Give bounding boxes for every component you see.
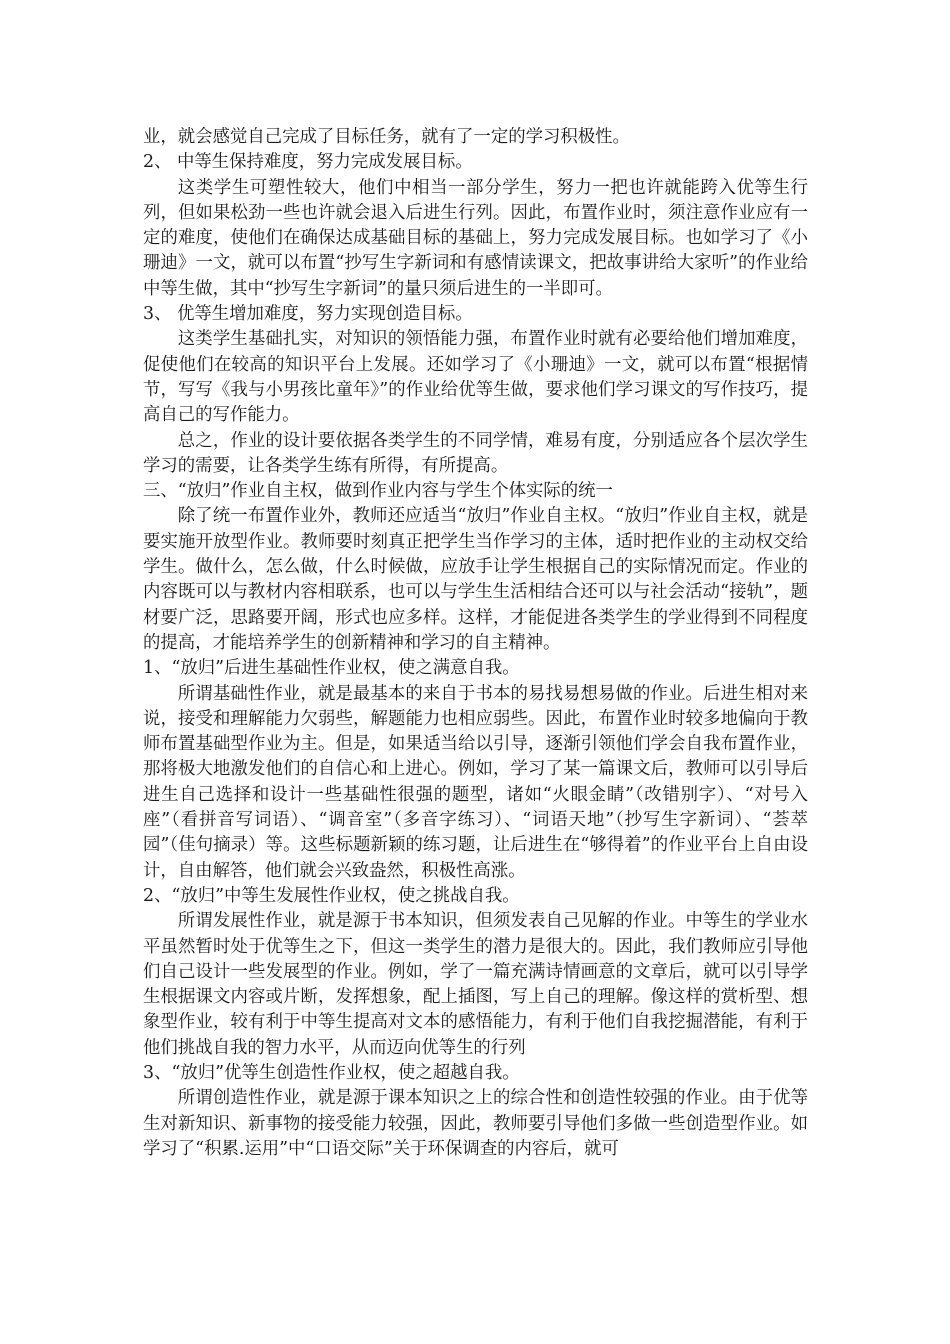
body-paragraph: 这类学生可塑性较大，他们中相当一部分学生，努力一把也许就能跨入优等生行列，但如果松劲一些也许就会退入后进生行列。因此，布置作业时，须注意作业应有一定的难度，使他们在确保达成基础目标的基础上，努力完成发展目标。也如学习了《小珊迪》一文，就可以布置“抄写生字新词和有感情读课文，把故事讲给大家听”的作业给中等生做，其中“抄写生字新词”的量只须后进生的一半即可。 <box>143 177 808 299</box>
paragraph-continuation: 业，就会感觉自己完成了目标任务，就有了一定的学习积极性。 <box>143 127 630 147</box>
list-item-heading: 3、 优等生增加难度，努力实现创造目标。 <box>143 304 473 325</box>
list-item-heading: 2、“放归”中等生发展性作业权，使之挑战自我。 <box>143 885 520 906</box>
list-item-heading: 3、“放归”优等生创造性作业权，使之超越自我。 <box>143 1062 520 1083</box>
document-body <box>143 125 808 1162</box>
body-paragraph: 除了统一布置作业外，教师还应适当“放归”作业自主权。“放归”作业自主权，就是要实施开放型作业。教师要时刻真正把学生当作学习的主体，适时把作业的主动权交给学生。做什么，怎么做，什么时候做，应放手让学生根据自己的实际情况而定。作业的内容既可以与教材内容相联系，也可以与学生生活相结合还可以与社会活动“接轨”，题材要广泛，思路要开阔，形式也应多样。这样，才能促进各类学生的学业得到不同程度的提高，才能培养学生的创新精神和学习的自主精神。 <box>143 506 808 653</box>
body-paragraph: 这类学生基础扎实，对知识的领悟能力强，布置作业时就有必要给他们增加难度，促使他们在较高的知识平台上发展。还如学习了《小珊迪》一文，就可以布置“根据情节，写写《我与小男孩比童年》”的作业给优等生做，要求他们学习课文的写作技巧，提高自己的写作能力。 <box>143 329 808 426</box>
body-paragraph: 所谓创造性作业，就是源于课本知识之上的综合性和创造性较强的作业。由于优等生对新知识、新事物的接受能力较强，因此，教师要引导他们多做一些创造型作业。如学习了“积累.运用”中“口语交际”关于环保调查的内容后，就可 <box>143 1088 808 1159</box>
body-paragraph: 总之，作业的设计要依据各类学生的不同学情，难易有度，分别适应各个层次学生学习的需要，让各类学生练有所得，有所提高。 <box>143 430 808 476</box>
list-item-heading: 1、“放归”后进生基础性作业权，使之满意自我。 <box>143 658 520 679</box>
body-paragraph: 所谓基础性作业，就是最基本的来自于书本的易找易想易做的作业。后进生相对来说，接受和理解能力欠弱些，解题能力也相应弱些。因此，布置作业时较多地偏向于教师布置基础型作业为主。但是，如果适当给以引导，逐渐引领他们学会自我布置作业，那将极大地激发他们的自信心和上进心。例如，学习了某一篇课文后，教师可以引导后进生自己选择和设计一些基础性很强的题型，诸如“火眼金睛”（改错别字）、“对号入座”（看拼音写词语）、“调音室”（多音字练习）、“词语天地”（抄写生字新词）、“荟萃园”（佳句摘录）等。这些标题新颖的练习题，让后进生在“够得着”的作业平台上自由设计，自由解答，他们就会兴致盎然，积极性高涨。 <box>143 683 808 881</box>
body-paragraph: 所谓发展性作业，就是源于书本知识，但须发表自己见解的作业。中等生的学业水平虽然暂时处于优等生之下，但这一类学生的潜力是很大的。因此，我们教师应引导他们自己设计一些发展型的作业。例如，学了一篇充满诗情画意的文章后，就可以引导学生根据课文内容或片断，发挥想象，配上插图，写上自己的理解。像这样的赏析型、想象型作业，较有利于中等生提高对文本的感悟能力，有利于他们自我挖掘潜能，有利于他们挑战自我的智力水平，从而迈向优等生的行列 <box>143 911 808 1058</box>
list-item-heading: 2、 中等生保持难度，努力完成发展目标。 <box>143 152 473 173</box>
section-heading: 三、“放归”作业自主权，做到作业内容与学生个体实际的统一 <box>143 481 613 502</box>
